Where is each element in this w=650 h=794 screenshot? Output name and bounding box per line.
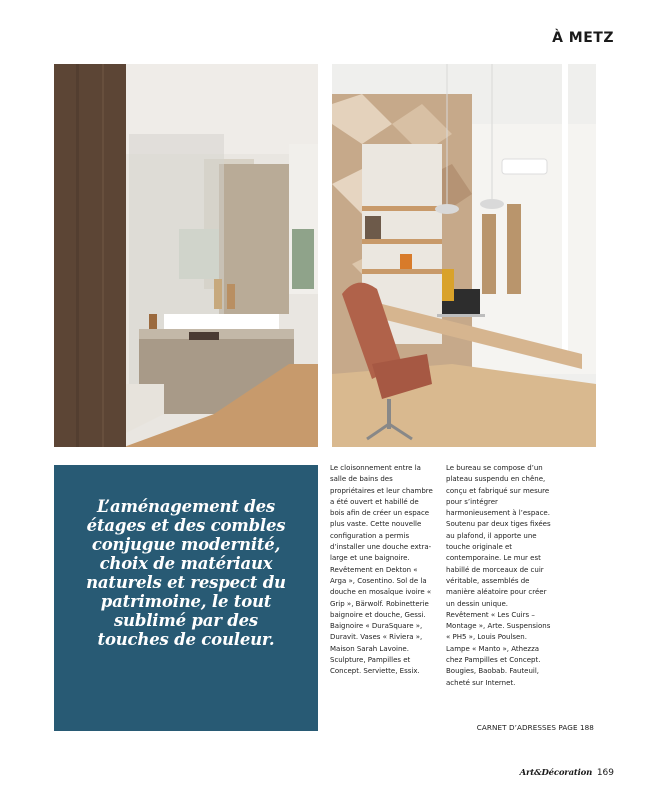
bathroom-photo [54, 64, 318, 447]
address-reference: CARNET D’ADRESSES PAGE 188 [476, 723, 594, 732]
office-photo [332, 64, 596, 447]
body-text-column-1: Le cloisonnement entre la salle de bains des propriétaires et leur chambre a été ouvert et habillé de bois afin de créer un espace plus vaste. Cette nouvelle configuration a permis d’installer une douche extra-large et une baignoire. Revêtement en Dekton « Arga », Cosentino. Sol de la douche en mosaïque ivoire « Grip », Bärwolf. Robinetterie baignoire et douche, Gessi. Baignoire « DuraSquare », Duravit. Vases « Riviera », Maison Sarah Lavoine. Sculpture, Pampilles et Concept. Serviette, Essix. [330, 464, 433, 676]
magazine-name: Art&Décoration [519, 768, 593, 778]
page-footer [520, 768, 614, 778]
body-text-column-2: Le bureau se compose d’un plateau suspendu en chêne, conçu et fabriqué sur mesure pour s’intégrer harmonieusement à l’espace. Soutenu par deux tiges fixées au plafond, il apporte une touche originale et contemporaine. Le mur est habillé de morceaux de cuir véritable, assemblés de manière aléatoire pour créer un dessin unique. Revêtement « Les Cuirs – Montage », Arte. Suspensions « PH5 », Louis Poulsen. Lampe « Manto », Athezza chez Pampilles et Concept. Bougies, Baobab. Fauteuil, acheté sur Internet. [446, 464, 551, 687]
page-number: 169 [596, 768, 614, 778]
pull-quote: L’aménagement des étages et des combles conjugue modernité, choix de matériaux naturels et respect du patrimoine, le tout sublimé par des touches de couleur. [86, 497, 286, 649]
pull-quote-box [54, 465, 318, 731]
section-title: À METZ [552, 30, 614, 46]
